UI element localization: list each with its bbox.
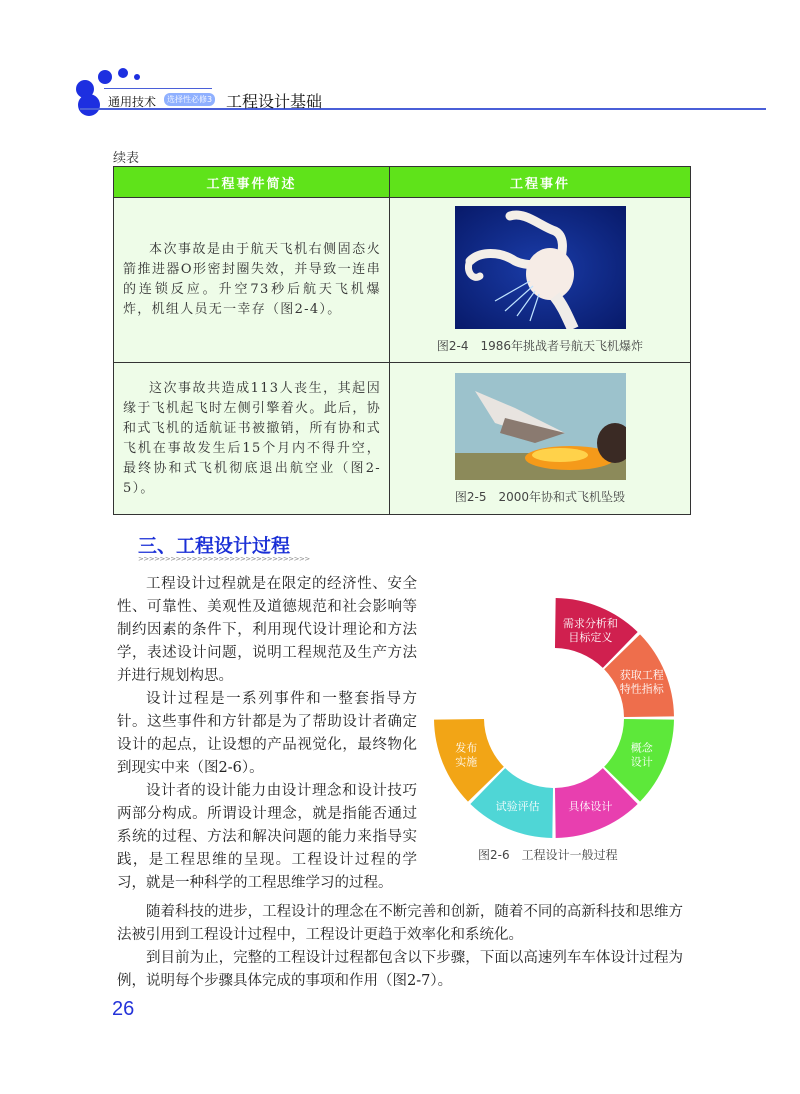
course-name: 通用技术	[108, 95, 157, 109]
events-table	[113, 166, 691, 515]
book-title: 工程设计基础	[226, 92, 323, 111]
figure-caption: 图2-4 1986年挑战者号航天飞机爆炸	[436, 339, 644, 353]
body-text-left	[117, 573, 417, 895]
decor-dot	[134, 74, 140, 80]
paragraph: 设计过程是一系列事件和一整套指导方针。这些事件和方针都是为了帮助设计者确定设计的起点，让设想的产品视觉化，最终物化到现实中来（图2-6）。	[117, 691, 417, 776]
paragraph: 到目前为止，完整的工程设计过程都包含以下步骤，下面以高速列车车体设计过程为例，说明每个步骤具体完成的事项和作用（图2-7）。	[117, 950, 683, 989]
concorde-crash-photo	[455, 373, 626, 480]
event-description-cell	[114, 363, 390, 515]
section-title: 三、工程设计过程	[138, 535, 291, 557]
segment-label: 试验评估	[495, 799, 540, 813]
figure-caption: 图2-6 工程设计一般过程	[478, 848, 618, 862]
column-header: 工程事件简述	[114, 167, 390, 198]
table-continued-label: 续表	[113, 151, 140, 166]
design-process-donut	[425, 590, 685, 850]
decor-dot	[78, 94, 100, 116]
paragraph: 设计者的设计能力由设计理念和设计技巧两部分构成。所谓设计理念，就是指能否通过系统的过程、方法和解决问题的能力来指导实践，是工程思维的呈现。工程设计过程的学习，就是一种科学的工程思维学习的过程。	[117, 783, 417, 891]
body-text-full	[117, 901, 683, 993]
column-header: 工程事件	[390, 167, 691, 198]
event-figure-cell	[390, 363, 691, 515]
segment-label: 概念设计	[630, 741, 653, 769]
page-number: 26	[112, 998, 135, 1020]
challenger-explosion-photo	[455, 206, 626, 329]
segment-label: 具体设计	[568, 799, 613, 813]
figure-caption: 图2-5 2000年协和式飞机坠毁	[454, 489, 626, 504]
event-description: 本次事故是由于航天飞机右侧固态火箭推进器O形密封圈失效，并导致一连串的连锁反应。升空73秒后航天飞机爆炸，机组人员无一幸存（图2-4）。	[123, 242, 381, 317]
header-rule	[80, 108, 766, 110]
segment-label: 获取工程特性指标	[619, 668, 664, 696]
table-header-row	[114, 167, 691, 198]
decor-dot	[118, 68, 128, 78]
paragraph: 随着科技的进步，工程设计的理念在不断完善和创新，随着不同的高新科技和思维方法被引用到工程设计过程中，工程设计更趋于效率化和系统化。	[117, 904, 683, 943]
table-row	[114, 363, 691, 515]
event-figure-cell	[390, 198, 691, 363]
paragraph: 工程设计过程就是在限定的经济性、安全性、可靠性、美观性及道德规范和社会影响等制约因素的条件下，利用现代设计理论和方法学，表述设计问题，说明工程规范及生产方法并进行规划构思。	[117, 576, 417, 684]
table-row	[114, 198, 691, 363]
event-description: 这次事故共造成113人丧生，其起因缘于飞机起飞时左侧引擎着火。此后，协和式飞机的适航证书被撤销，所有协和式飞机在事故发生后15个月内不得升空，最终协和式飞机彻底退出航空业（图2-5）。	[123, 380, 381, 496]
header-divider	[104, 88, 212, 89]
segment-label: 发布实施	[455, 741, 478, 769]
decor-dot	[98, 70, 112, 84]
event-description-cell	[114, 198, 390, 363]
volume-badge: 选择性必修3	[164, 93, 215, 106]
section-divider: >>>>>>>>>>>>>>>>>>>>>>>>>>>>>>>>	[138, 555, 310, 563]
segment-label: 需求分析和目标定义	[562, 617, 618, 645]
